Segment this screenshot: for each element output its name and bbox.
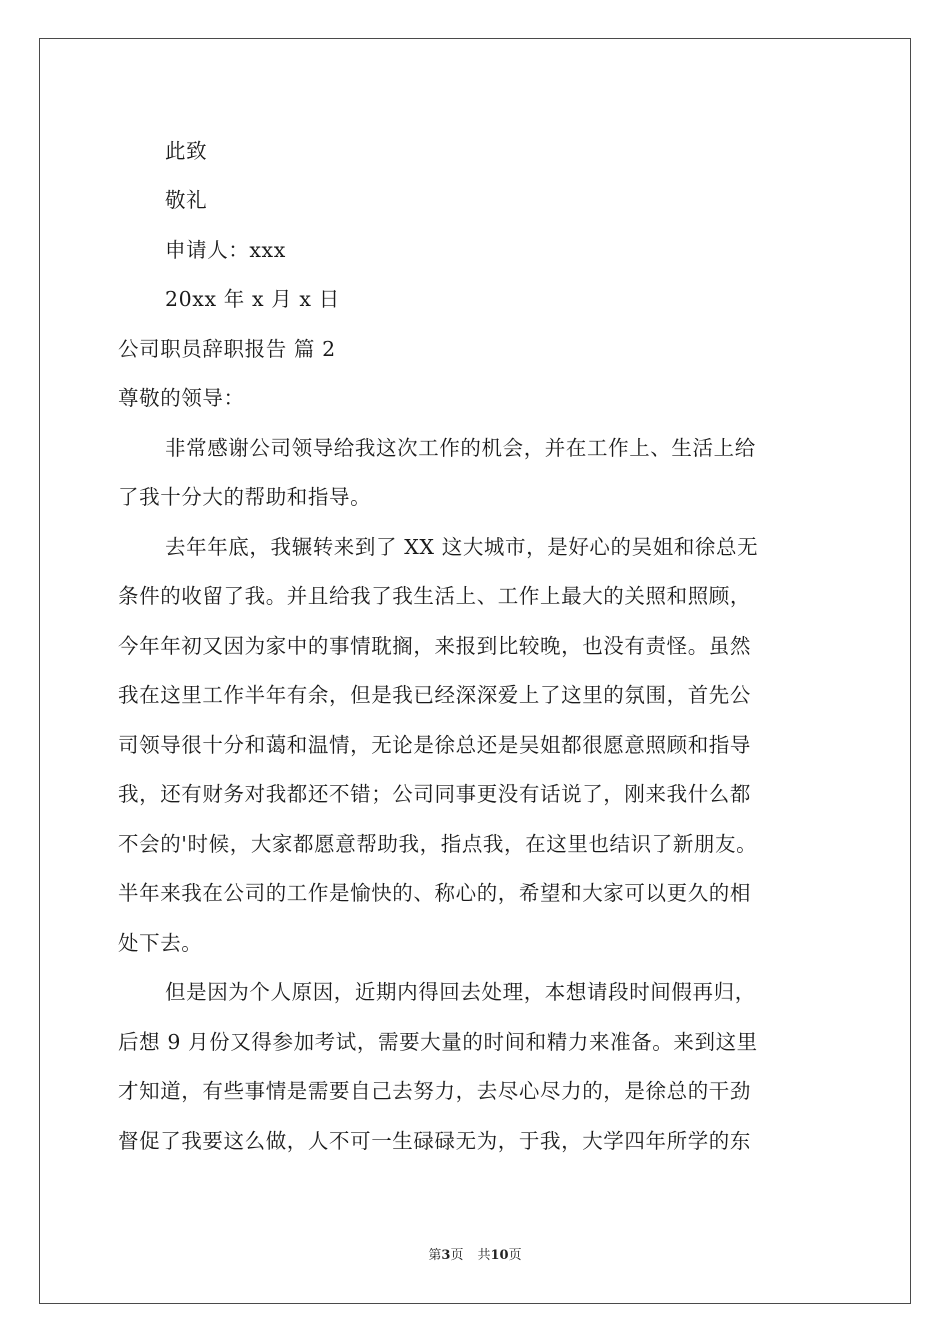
body-line: 处下去。 <box>118 931 203 955</box>
body-line: 督促了我要这么做，人不可一生碌碌无为，于我，大学四年所学的东 <box>118 1129 751 1153</box>
body-line: 才知道，有些事情是需要自己去努力，去尽心尽力的，是徐总的干劲 <box>118 1079 751 1103</box>
body-line: 条件的收留了我。并且给我了我生活上、工作上最大的关照和照顾， <box>118 584 751 608</box>
page-footer <box>0 1248 950 1264</box>
closing-salutation: 此致 <box>165 139 208 163</box>
body-line: 我，还有财务对我都还不错；公司同事更没有话说了，刚来我什么都 <box>118 782 751 806</box>
body-line: 了我十分大的帮助和指导。 <box>118 485 372 509</box>
closing-regards: 敬礼 <box>165 188 208 212</box>
body-line: 后想 9 月份又得参加考试，需要大量的时间和精力来准备。来到这里 <box>118 1030 758 1054</box>
total-unit: 页 <box>508 1248 522 1263</box>
section-heading: 公司职员辞职报告 篇 2 <box>118 337 336 361</box>
total-page-count: 10 <box>490 1248 509 1263</box>
letter-greeting: 尊敬的领导： <box>118 386 245 410</box>
body-line: 不会的'时候，大家都愿意帮助我，指点我，在这里也结识了新朋友。 <box>118 832 758 856</box>
body-line: 我在这里工作半年有余，但是我已经深深爱上了这里的氛围，首先公 <box>118 683 751 707</box>
body-line: 司领导很十分和蔼和温情，无论是徐总还是吴姐都很愿意照顾和指导 <box>118 733 751 757</box>
applicant-signature: 申请人：xxx <box>165 238 286 262</box>
current-page-number: 3 <box>441 1248 451 1263</box>
body-line: 但是因为个人原因，近期内得回去处理，本想请段时间假再归， <box>165 980 756 1004</box>
total-prefix: 共 <box>477 1248 491 1263</box>
body-line: 半年来我在公司的工作是愉快的、称心的，希望和大家可以更久的相 <box>118 881 751 905</box>
page-border <box>39 38 911 1304</box>
page-unit: 页 <box>450 1248 464 1263</box>
page-prefix: 第 <box>428 1248 442 1263</box>
body-line: 今年年初又因为家中的事情耽搁，来报到比较晚，也没有责怪。虽然 <box>118 634 751 658</box>
letter-date: 20xx 年 x 月 x 日 <box>165 287 340 311</box>
body-line: 非常感谢公司领导给我这次工作的机会，并在工作上、生活上给 <box>165 436 756 460</box>
body-line: 去年年底，我辗转来到了 XX 这大城市，是好心的吴姐和徐总无 <box>165 535 759 559</box>
